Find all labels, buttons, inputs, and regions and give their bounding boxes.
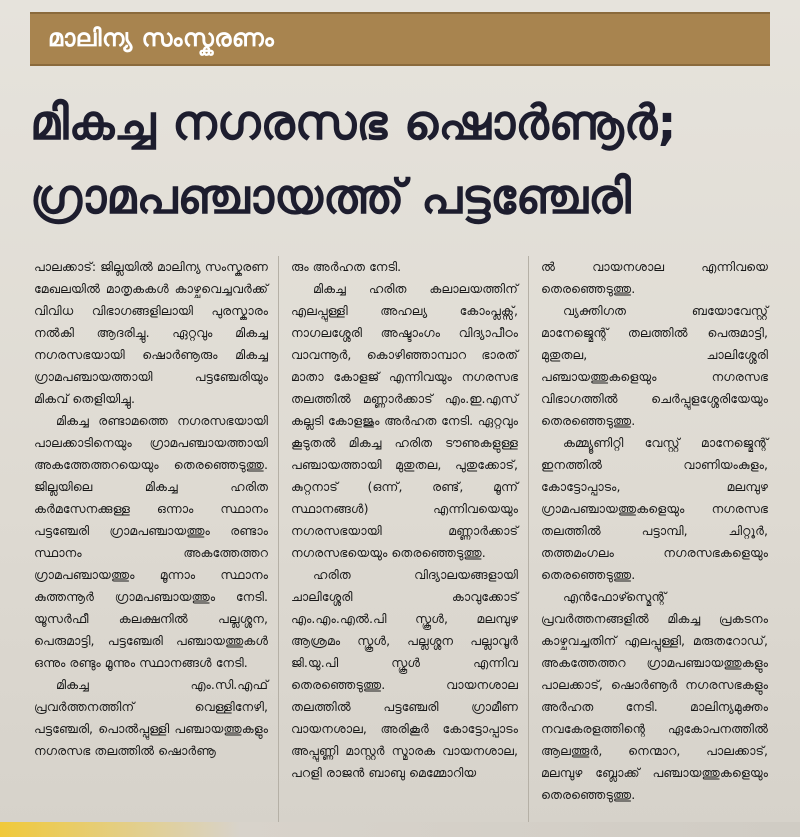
article-body <box>28 256 780 822</box>
paragraph: വ്യക്തിഗത ബയോവേസ്റ്റ് മാനേജ്മെന്റ് തലത്തിൽ പെരുമാട്ടി, മുതുതല, ചാലിശ്ശേരി പഞ്ചായത്തുകളെയും നഗരസഭ വിഭാഗത്തിൽ ചെർപ്പുളശ്ശേരിയേയും തെരഞ്ഞെടുത്തു. <box>541 303 768 428</box>
section-label: മാലിന്യ സംസ്കരണം <box>48 24 275 52</box>
article-column-1 <box>28 256 278 822</box>
paragraph: എൻഫോഴ്സ്മെന്റ് പ്രവർത്തനങ്ങളിൽ മികച്ച പ്രകടനം കാഴ്ചവച്ചതിന് എലപ്പുള്ളി, മരുതറോഡ്, അകത്തേത്തറ ഗ്രാമപഞ്ചായത്തുകളും പാലക്കാട്, ഷൊർണൂർ നഗരസഭകളും അർഹത നേടി. മാലിന്യമുക്തം നവകേരളത്തിന്റെ ഏകോപനത്തിൽ ആലത്തൂർ, നെന്മാറ, പാലക്കാട്, മലമ്പുഴ ബ്ലോക്ക് പഞ്ചായത്തുകളെയും തെരഞ്ഞെടുത്തു. <box>541 589 768 802</box>
headline-line-2: ഗ്രാമപഞ്ചായത്ത് പട്ടഞ്ചേരി <box>30 169 631 225</box>
article-column-2 <box>278 256 528 822</box>
paragraph: കമ്മ്യൂണിറ്റി വേസ്റ്റ് മാനേജ്മെന്റ് ഇനത്തിൽ വാണിയംകുളം, കോട്ടോപ്പാടം, മലമ്പുഴ ഗ്രാമപഞ്ചായത്തുകളെയും നഗരസഭ തലത്തിൽ പട്ടാമ്പി, ചിറ്റൂർ, തത്തമംഗലം നഗരസഭകളെയും തെരഞ്ഞെടുത്തു. <box>541 435 768 582</box>
paragraph: മികച്ച എം.സി.എഫ് പ്രവർത്തനത്തിന് വെള്ളിനേഴി, പട്ടഞ്ചേരി, പൊൽപ്പുള്ളി പഞ്ചായത്തുകളും നഗരസഭ തലത്തിൽ ഷൊർണൂ <box>34 677 268 758</box>
paragraph: മികച്ച രണ്ടാമത്തെ നഗരസഭയായി പാലക്കാടിനെയും ഗ്രാമപഞ്ചായത്തായി അകത്തേത്തറയെയും തെരഞ്ഞെടുത്തു. ജില്ലയിലെ മികച്ച ഹരിത കർമസേനക്കുള്ള ഒന്നാം സ്ഥാനം പട്ടഞ്ചേരി ഗ്രാമപഞ്ചായത്തും രണ്ടാം സ്ഥാനം അകത്തേത്തറ ഗ്രാമപഞ്ചായത്തും മൂന്നാം സ്ഥാനം കുത്തന്നൂർ ഗ്രാമപഞ്ചായത്തും നേടി. യൂസർഫീ കലക്ഷനിൽ പല്ലശ്ശന, പെരുമാട്ടി, പട്ടഞ്ചേരി പഞ്ചായത്തുകൾ ഒന്നും രണ്ടും മൂന്നും സ്ഥാനങ്ങൾ നേടി. <box>34 413 268 670</box>
article-column-3 <box>528 256 778 822</box>
headline-line-1: മികച്ച നഗരസഭ ഷൊർണൂർ; <box>30 95 677 151</box>
paragraph: ഹരിത വിദ്യാലയങ്ങളായി ചാലിശ്ശേരി കാവുക്കോട് എം.എം.എൽ.പി സ്കൂൾ, മലമ്പുഴ ആശ്രമം സ്കൂൾ, പല്ലശ്ശന പല്ലാവൂർ ജി.യു.പി സ്കൂൾ എന്നിവ തെരഞ്ഞെടുത്തു. വായനശാല തലത്തിൽ പട്ടഞ്ചേരി ഗ്രാമീണ വായനശാല, അരികൂർ കോട്ടോപ്പാടം അപ്പുണ്ണി മാസ്റ്റർ സ്മാരക വായനശാല, പറളി രാജൻ ബാബു മെമ്മോറിയ <box>291 567 518 780</box>
section-band <box>30 12 770 66</box>
paragraph: മികച്ച ഹരിത കലാലയത്തിന് എലപ്പുള്ളി അഹല്യ കോംപ്ലക്സ്, നാഗലശ്ശേരി അഷ്ടാംഗം വിദ്യാപീഠം വാവന്നൂർ, കൊഴിഞ്ഞാമ്പാറ ഭാരത് മാതാ കോളജ് എന്നിവയും നഗരസഭ തലത്തിൽ മണ്ണാർക്കാട് എം.ഇ.എസ് കല്ലടി കോളജും അർഹത നേടി. ഏറ്റവും കൂടുതൽ മികച്ച ഹരിത ടൗണുകളുള്ള പഞ്ചായത്തായി മുതുതല, പുതുക്കോട്, കുറ്റനാട് (ഒന്ന്, രണ്ട്, മൂന്ന് സ്ഥാനങ്ങൾ) എന്നിവയെയും നഗരസഭയായി മണ്ണാർക്കാട് നഗരസഭയെയും തെരഞ്ഞെടുത്തു. <box>291 281 518 560</box>
paragraph: രും അർഹത നേടി. <box>291 259 402 274</box>
paragraph: പാലക്കാട്: ജില്ലയിൽ മാലിന്യ സംസ്കരണ മേഖലയിൽ മാതൃകകൾ കാഴ്ചവെച്ചവർക്ക് വിവിധ വിഭാഗങ്ങളിലായി പുരസ്കാരം നൽകി ആദരിച്ചു. ഏറ്റവും മികച്ച നഗരസഭയായി ഷൊർണൂരും മികച്ച ഗ്രാമപഞ്ചായത്തായി പട്ടഞ്ചേരിയും മികവ് തെളിയിച്ചു. <box>34 259 268 406</box>
paragraph: ൽ വായനശാല എന്നിവയെ തെരഞ്ഞെടുത്തു. <box>541 259 768 296</box>
bottom-edge-strip <box>0 822 800 837</box>
headline <box>30 86 780 234</box>
